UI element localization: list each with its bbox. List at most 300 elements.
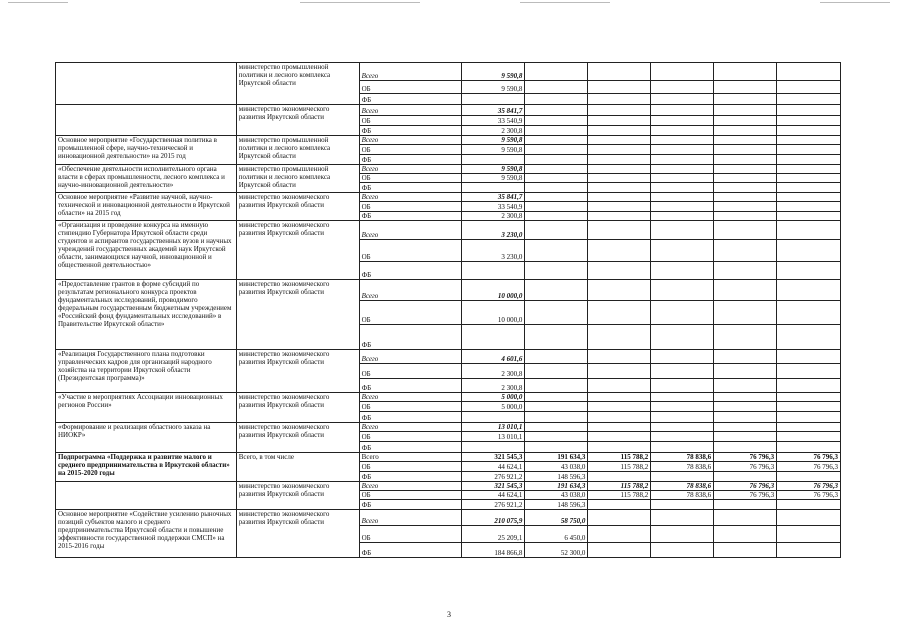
year-value-cell bbox=[588, 105, 651, 135]
year-value-cell bbox=[462, 393, 525, 422]
funding-amount: 43 038,0 bbox=[525, 491, 587, 500]
funding-amount bbox=[588, 500, 650, 509]
year-value-cell bbox=[777, 482, 841, 509]
funding-source-label: ОБ bbox=[360, 301, 462, 325]
year-value-cell bbox=[462, 221, 525, 279]
funding-amount bbox=[588, 193, 650, 202]
funding-amount bbox=[651, 364, 713, 379]
funding-amount bbox=[777, 202, 840, 212]
funding-source-label: Всего bbox=[360, 482, 462, 491]
year-value-cell bbox=[525, 165, 588, 192]
funding-amount bbox=[651, 183, 713, 192]
funding-source-cell bbox=[360, 393, 463, 422]
funding-amount bbox=[588, 379, 650, 392]
funding-amount bbox=[777, 81, 840, 94]
funding-amount bbox=[714, 63, 776, 81]
funding-amount bbox=[714, 136, 776, 145]
funding-source-label: ОБ bbox=[360, 81, 462, 94]
funding-amount bbox=[777, 432, 840, 442]
funding-amount: 9 590,8 bbox=[462, 136, 524, 145]
year-value-cell bbox=[525, 280, 588, 349]
funding-amount bbox=[714, 183, 776, 192]
funding-amount: 4 601,6 bbox=[462, 350, 524, 364]
year-value-cell bbox=[777, 280, 841, 349]
funding-amount bbox=[777, 280, 840, 301]
year-value-cell bbox=[588, 280, 651, 349]
funding-amount bbox=[588, 116, 650, 126]
row-description: Основное мероприятие «Содействие усилению рыночных позиций субъектов малого и среднего предпринимательства Иркутской области и повышение эффективности государственной поддержки СМСП» на 2015-2016 годы bbox=[56, 510, 237, 557]
year-value-cell bbox=[588, 136, 651, 164]
year-value-cell bbox=[714, 482, 777, 509]
funding-source-label: Всего bbox=[360, 136, 462, 145]
funding-amount bbox=[651, 402, 713, 412]
funding-amount bbox=[525, 325, 587, 349]
funding-amount: 76 796,3 bbox=[714, 482, 776, 491]
funding-amount bbox=[777, 325, 840, 349]
responsible-executor: министерство экономического развития Иркутской области bbox=[237, 423, 360, 452]
funding-source-label: ФБ bbox=[361, 156, 372, 164]
year-value-cell bbox=[651, 221, 714, 279]
funding-source-label: ОБ bbox=[360, 432, 462, 442]
funding-amount bbox=[651, 212, 713, 220]
funding-source-label: ФБ bbox=[361, 212, 372, 220]
funding-source-label: ОБ bbox=[360, 174, 462, 183]
responsible-executor: министерство экономического развития Иркутской области bbox=[237, 350, 360, 392]
funding-amount bbox=[714, 543, 776, 557]
funding-amount bbox=[777, 393, 840, 402]
funding-amount: 276 921,2 bbox=[494, 501, 523, 509]
table-row bbox=[55, 165, 841, 193]
funding-amount bbox=[588, 145, 650, 155]
funding-amount: 78 838,6 bbox=[651, 453, 713, 462]
year-value-cell bbox=[525, 63, 588, 104]
table-row bbox=[55, 105, 841, 136]
funding-source-label: ОБ bbox=[360, 364, 462, 379]
funding-source-label: Всего bbox=[360, 105, 462, 116]
funding-amount: 10 000,0 bbox=[462, 280, 524, 301]
year-value-cell bbox=[462, 350, 525, 392]
funding-amount bbox=[525, 393, 587, 402]
funding-source-label: ФБ bbox=[361, 549, 372, 557]
funding-amount bbox=[651, 432, 713, 442]
funding-amount bbox=[525, 212, 587, 220]
funding-amount: 58 750,0 bbox=[525, 510, 587, 526]
funding-amount bbox=[588, 105, 650, 116]
funding-amount: 3 230,0 bbox=[462, 221, 524, 240]
funding-amount bbox=[777, 412, 840, 422]
funding-source-cell bbox=[360, 510, 463, 557]
funding-amount bbox=[651, 325, 713, 349]
funding-amount: 191 634,3 bbox=[525, 482, 587, 491]
funding-amount: 9 590,8 bbox=[462, 174, 524, 183]
funding-amount bbox=[777, 105, 840, 116]
funding-source-label: Всего bbox=[360, 63, 462, 81]
funding-amount bbox=[588, 202, 650, 212]
year-value-cell bbox=[651, 393, 714, 422]
funding-amount: 76 796,3 bbox=[777, 482, 840, 491]
year-value-cell bbox=[651, 423, 714, 452]
funding-amount bbox=[651, 543, 713, 557]
funding-amount bbox=[525, 280, 587, 301]
funding-source-label: ОБ bbox=[360, 491, 462, 500]
funding-amount: 2 300,8 bbox=[462, 364, 524, 379]
funding-amount bbox=[651, 262, 713, 279]
funding-amount bbox=[651, 301, 713, 325]
funding-amount bbox=[714, 221, 776, 240]
funding-source-label: Всего bbox=[360, 510, 462, 526]
funding-amount bbox=[777, 526, 840, 543]
responsible-executor: Всего, в том числе bbox=[237, 453, 360, 481]
funding-amount bbox=[651, 63, 713, 81]
funding-amount bbox=[525, 262, 587, 279]
page-number: 3 bbox=[447, 610, 451, 619]
funding-amount bbox=[588, 442, 650, 452]
funding-source-cell bbox=[360, 193, 463, 220]
funding-amount bbox=[714, 193, 776, 202]
year-value-cell bbox=[651, 350, 714, 392]
year-value-cell bbox=[525, 453, 588, 481]
funding-source-label: ФБ bbox=[361, 341, 372, 349]
funding-amount bbox=[777, 543, 840, 557]
funding-amount bbox=[588, 510, 650, 526]
year-value-cell bbox=[714, 393, 777, 422]
year-value-cell bbox=[777, 510, 841, 557]
funding-amount bbox=[714, 262, 776, 279]
funding-amount bbox=[462, 262, 524, 279]
funding-amount bbox=[588, 301, 650, 325]
funding-source-label: ОБ bbox=[360, 526, 462, 543]
funding-amount: 191 634,3 bbox=[525, 453, 587, 462]
funding-amount bbox=[777, 145, 840, 155]
row-description: «Участие в мероприятиях Ассоциации инновационных регионов России» bbox=[56, 393, 237, 422]
year-value-cell bbox=[588, 393, 651, 422]
funding-source-label: Всего bbox=[360, 193, 462, 202]
funding-amount bbox=[651, 412, 713, 422]
funding-amount bbox=[777, 240, 840, 262]
year-value-cell bbox=[588, 165, 651, 192]
table-row bbox=[55, 136, 841, 165]
funding-amount: 115 788,2 bbox=[588, 482, 650, 491]
funding-amount bbox=[588, 165, 650, 174]
year-value-cell bbox=[777, 136, 841, 164]
funding-amount: 52 300,0 bbox=[560, 549, 586, 557]
year-value-cell bbox=[714, 105, 777, 135]
funding-amount bbox=[651, 221, 713, 240]
year-value-cell bbox=[651, 193, 714, 220]
funding-amount bbox=[714, 116, 776, 126]
funding-amount: 276 921,2 bbox=[494, 473, 523, 481]
funding-source-label: Всего bbox=[360, 393, 462, 402]
year-value-cell bbox=[588, 423, 651, 452]
funding-amount bbox=[651, 174, 713, 183]
funding-amount bbox=[525, 442, 587, 452]
year-value-cell bbox=[714, 423, 777, 452]
funding-amount: 35 841,7 bbox=[462, 105, 524, 116]
funding-amount bbox=[714, 412, 776, 422]
year-value-cell bbox=[714, 136, 777, 164]
funding-amount bbox=[588, 63, 650, 81]
funding-amount bbox=[462, 183, 524, 192]
funding-amount bbox=[651, 500, 713, 509]
funding-amount bbox=[651, 379, 713, 392]
funding-amount: 9 590,8 bbox=[462, 145, 524, 155]
responsible-executor: министерство промышленной политики и лесного комплекса Иркутской области bbox=[237, 63, 360, 104]
funding-amount bbox=[714, 379, 776, 392]
funding-amount bbox=[714, 393, 776, 402]
funding-amount bbox=[525, 94, 587, 104]
year-value-cell bbox=[525, 350, 588, 392]
funding-amount: 115 788,2 bbox=[588, 453, 650, 462]
row-description: «Формирование и реализация областного заказа на НИОКР» bbox=[56, 423, 237, 452]
funding-amount bbox=[651, 193, 713, 202]
funding-amount bbox=[525, 116, 587, 126]
funding-amount bbox=[714, 81, 776, 94]
funding-amount bbox=[651, 126, 713, 135]
funding-source-label: ФБ bbox=[361, 444, 372, 452]
funding-amount bbox=[525, 145, 587, 155]
funding-source-cell bbox=[360, 280, 463, 349]
year-value-cell bbox=[714, 453, 777, 481]
funding-amount: 9 590,8 bbox=[462, 63, 524, 81]
funding-amount bbox=[525, 350, 587, 364]
funding-amount bbox=[651, 145, 713, 155]
funding-source-label: ФБ bbox=[361, 271, 372, 279]
year-value-cell bbox=[525, 221, 588, 279]
year-value-cell bbox=[525, 105, 588, 135]
funding-amount: 321 545,3 bbox=[462, 482, 524, 491]
year-value-cell bbox=[714, 280, 777, 349]
year-value-cell bbox=[777, 453, 841, 481]
funding-amount bbox=[462, 442, 524, 452]
funding-amount bbox=[777, 379, 840, 392]
funding-amount bbox=[777, 472, 840, 481]
funding-amount: 6 450,0 bbox=[525, 526, 587, 543]
funding-amount bbox=[588, 526, 650, 543]
responsible-executor: министерство экономического развития Иркутской области bbox=[237, 482, 360, 509]
funding-source-label: ФБ bbox=[361, 414, 372, 422]
funding-amount bbox=[525, 364, 587, 379]
funding-amount bbox=[777, 126, 840, 135]
year-value-cell bbox=[462, 453, 525, 481]
year-value-cell bbox=[588, 482, 651, 509]
funding-amount bbox=[714, 432, 776, 442]
table-row bbox=[55, 510, 841, 558]
funding-amount bbox=[714, 402, 776, 412]
funding-amount bbox=[777, 183, 840, 192]
funding-amount bbox=[777, 510, 840, 526]
year-value-cell bbox=[714, 63, 777, 104]
year-value-cell bbox=[651, 510, 714, 557]
funding-amount: 13 010,1 bbox=[462, 423, 524, 432]
funding-amount bbox=[714, 174, 776, 183]
funding-amount bbox=[588, 155, 650, 164]
funding-amount bbox=[651, 350, 713, 364]
funding-amount bbox=[777, 193, 840, 202]
funding-amount bbox=[714, 325, 776, 349]
row-description: «Предоставление грантов в форме субсидий по результатам регионального конкурса проектов фундаментальных исследований, проводимого федеральным государственным бюджетным учреждением «Российский фонд фундаментальных исследований» в Правительстве Иркутской области» bbox=[56, 280, 237, 349]
funding-amount: 76 796,3 bbox=[777, 453, 840, 462]
funding-amount bbox=[651, 526, 713, 543]
funding-source-label: ФБ bbox=[361, 127, 372, 135]
funding-amount bbox=[525, 81, 587, 94]
year-value-cell bbox=[588, 63, 651, 104]
funding-source-label: ФБ bbox=[361, 473, 372, 481]
funding-source-label: Всего bbox=[360, 221, 462, 240]
year-value-cell bbox=[462, 423, 525, 452]
funding-source-label: ФБ bbox=[361, 184, 372, 192]
funding-amount bbox=[525, 63, 587, 81]
funding-amount bbox=[651, 116, 713, 126]
funding-amount bbox=[714, 165, 776, 174]
funding-source-label: ОБ bbox=[360, 202, 462, 212]
year-value-cell bbox=[651, 63, 714, 104]
year-value-cell bbox=[651, 105, 714, 135]
funding-amount bbox=[777, 94, 840, 104]
funding-amount: 9 590,8 bbox=[462, 165, 524, 174]
funding-amount bbox=[525, 240, 587, 262]
funding-source-cell bbox=[360, 221, 463, 279]
funding-amount bbox=[588, 423, 650, 432]
year-value-cell bbox=[588, 221, 651, 279]
funding-amount bbox=[777, 500, 840, 509]
row-description bbox=[56, 63, 237, 104]
year-value-cell bbox=[525, 193, 588, 220]
funding-amount bbox=[714, 510, 776, 526]
funding-amount bbox=[777, 165, 840, 174]
funding-amount bbox=[651, 202, 713, 212]
funding-amount bbox=[651, 280, 713, 301]
funding-amount bbox=[462, 412, 524, 422]
responsible-executor: министерство экономического развития Иркутской области bbox=[237, 393, 360, 422]
funding-source-label: Всего bbox=[360, 423, 462, 432]
funding-amount: 13 010,1 bbox=[462, 432, 524, 442]
funding-amount: 2 300,8 bbox=[501, 212, 523, 220]
funding-amount bbox=[777, 174, 840, 183]
funding-amount bbox=[525, 193, 587, 202]
funding-amount bbox=[777, 136, 840, 145]
table-row bbox=[55, 393, 841, 423]
funding-amount bbox=[714, 212, 776, 220]
funding-amount bbox=[777, 221, 840, 240]
funding-amount bbox=[651, 442, 713, 452]
funding-amount bbox=[525, 165, 587, 174]
funding-amount bbox=[651, 472, 713, 481]
funding-amount bbox=[651, 94, 713, 104]
funding-amount bbox=[588, 212, 650, 220]
funding-amount bbox=[651, 81, 713, 94]
funding-amount: 9 590,8 bbox=[462, 81, 524, 94]
year-value-cell bbox=[462, 280, 525, 349]
funding-source-cell bbox=[360, 165, 463, 192]
funding-amount: 148 596,3 bbox=[557, 473, 586, 481]
funding-amount bbox=[588, 280, 650, 301]
funding-amount bbox=[714, 364, 776, 379]
funding-amount bbox=[777, 63, 840, 81]
year-value-cell bbox=[777, 165, 841, 192]
funding-amount: 76 796,3 bbox=[714, 453, 776, 462]
responsible-executor: министерство экономического развития Иркутской области bbox=[237, 193, 360, 220]
funding-amount: 78 838,6 bbox=[651, 462, 713, 472]
funding-source-cell bbox=[360, 453, 463, 481]
funding-amount: 184 866,8 bbox=[494, 549, 523, 557]
funding-amount: 43 038,0 bbox=[525, 462, 587, 472]
funding-source-cell bbox=[360, 350, 463, 392]
funding-amount bbox=[651, 136, 713, 145]
funding-amount bbox=[525, 423, 587, 432]
year-value-cell bbox=[777, 105, 841, 135]
funding-amount: 321 545,3 bbox=[462, 453, 524, 462]
table-row bbox=[55, 482, 841, 510]
table-row bbox=[55, 423, 841, 453]
responsible-executor: министерство экономического развития Иркутской области bbox=[237, 280, 360, 349]
responsible-executor: министерство экономического развития Иркутской области bbox=[237, 510, 360, 557]
funding-amount bbox=[777, 442, 840, 452]
funding-amount bbox=[588, 136, 650, 145]
year-value-cell bbox=[714, 350, 777, 392]
year-value-cell bbox=[777, 393, 841, 422]
row-description: Основное мероприятие «Государственная политика в промышленной сфере, научно-технической и инновационной деятельности» на 2015 год bbox=[56, 136, 237, 164]
year-value-cell bbox=[777, 350, 841, 392]
funding-amount bbox=[777, 301, 840, 325]
funding-amount: 5 000,0 bbox=[462, 402, 524, 412]
funding-amount bbox=[777, 116, 840, 126]
funding-amount bbox=[651, 240, 713, 262]
funding-amount bbox=[651, 155, 713, 164]
funding-amount bbox=[525, 183, 587, 192]
funding-amount bbox=[588, 412, 650, 422]
year-value-cell bbox=[462, 105, 525, 135]
funding-amount bbox=[714, 94, 776, 104]
funding-amount: 115 788,2 bbox=[588, 491, 650, 500]
funding-amount bbox=[525, 155, 587, 164]
funding-amount: 33 540,9 bbox=[462, 116, 524, 126]
funding-amount: 76 796,3 bbox=[714, 491, 776, 500]
year-value-cell bbox=[462, 482, 525, 509]
funding-amount bbox=[588, 364, 650, 379]
year-value-cell bbox=[651, 482, 714, 509]
funding-source-cell bbox=[360, 105, 463, 135]
funding-amount bbox=[588, 325, 650, 349]
funding-source-label: Всего bbox=[360, 350, 462, 364]
funding-source-cell bbox=[360, 482, 463, 509]
funding-amount: 76 796,3 bbox=[777, 462, 840, 472]
table-row bbox=[55, 221, 841, 280]
funding-amount bbox=[588, 183, 650, 192]
year-value-cell bbox=[462, 510, 525, 557]
funding-amount bbox=[714, 442, 776, 452]
table-row bbox=[55, 280, 841, 350]
funding-amount: 76 796,3 bbox=[777, 491, 840, 500]
row-description: Подпрограмма «Поддержка и развитие малого и среднего предпринимательства в Иркутской области» на 2015-2020 годы bbox=[56, 453, 237, 481]
funding-amount bbox=[777, 350, 840, 364]
funding-amount bbox=[588, 126, 650, 135]
funding-amount bbox=[588, 221, 650, 240]
funding-amount bbox=[588, 402, 650, 412]
row-description bbox=[56, 482, 237, 509]
funding-amount bbox=[651, 393, 713, 402]
funding-amount: 25 209,1 bbox=[462, 526, 524, 543]
funding-amount bbox=[651, 423, 713, 432]
funding-amount bbox=[525, 301, 587, 325]
funding-amount bbox=[588, 543, 650, 557]
funding-amount bbox=[714, 280, 776, 301]
responsible-executor: министерство промышленной политики и лесного комплекса Иркутской области bbox=[237, 165, 360, 192]
funding-amount bbox=[714, 105, 776, 116]
funding-source-cell bbox=[360, 136, 463, 164]
funding-amount bbox=[525, 126, 587, 135]
funding-amount bbox=[714, 202, 776, 212]
funding-amount: 44 624,1 bbox=[462, 462, 524, 472]
